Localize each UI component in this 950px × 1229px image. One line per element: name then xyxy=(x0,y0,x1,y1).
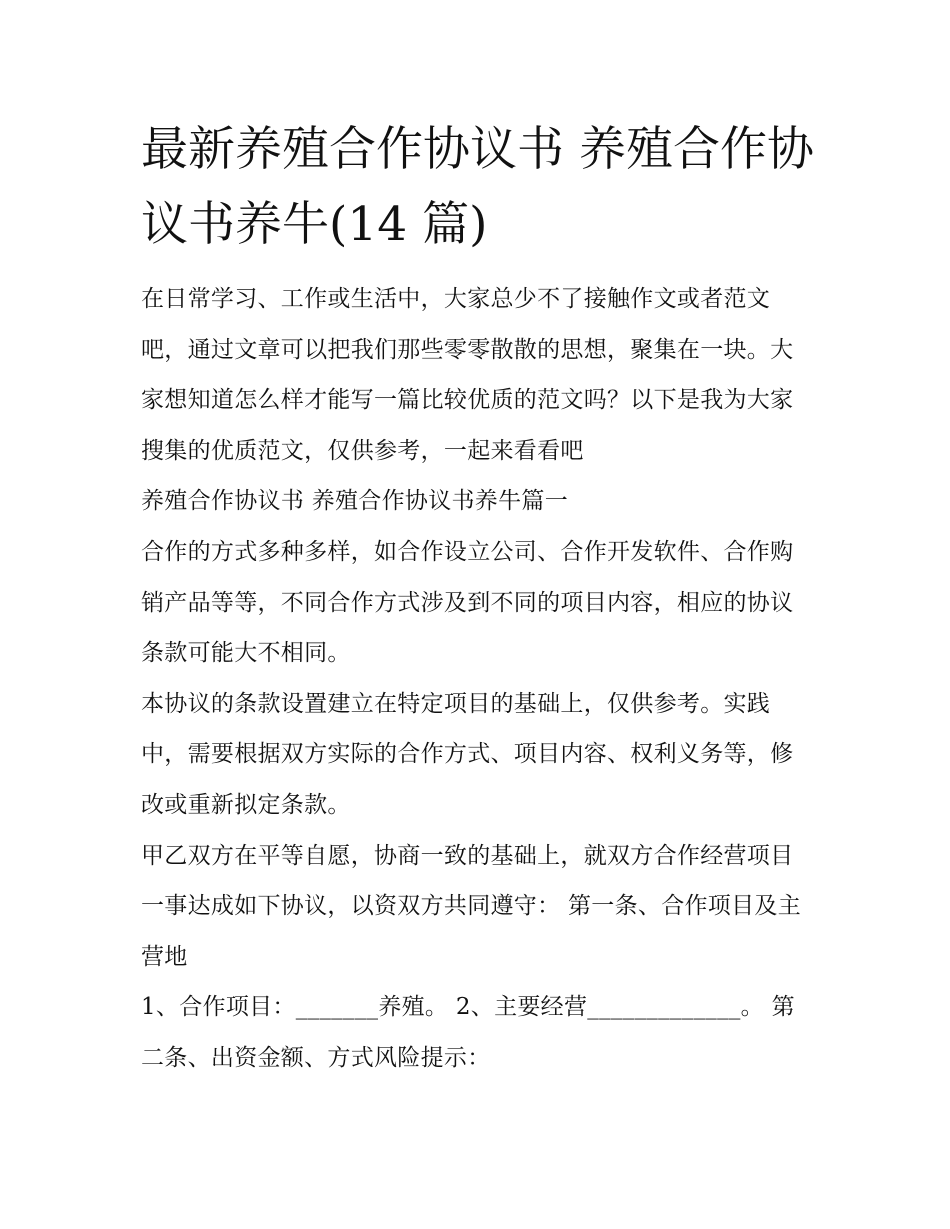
body-paragraph: 甲乙双方在平等自愿，协商一致的基础上，就双方合作经营项目一事达成如下协议，以资双方共同遵守： 第一条、合作项目及主营地 xyxy=(141,842,802,970)
section-heading: 养殖合作协议书 养殖合作协议书养牛篇一 xyxy=(141,488,569,515)
body-paragraph: 本协议的条款设置建立在特定项目的基础上，仅供参考。实践中，需要根据双方实际的合作方式、项目内容、权利义务等，修改或重新拟定条款。 xyxy=(141,690,794,818)
document-page xyxy=(141,112,816,1084)
document-title: 最新养殖合作协议书 养殖合作协议书养牛(14 篇) xyxy=(141,122,814,252)
clause-paragraph: 1、合作项目：_______养殖。 2、主要经营_____________。 第二条、出资金额、方式风险提示： xyxy=(141,994,795,1071)
intro-paragraph: 在日常学习、工作或生活中，大家总少不了接触作文或者范文吧，通过文章可以把我们那些零零散散的思想，聚集在一块。大家想知道怎么样才能写一篇比较优质的范文吗？以下是我为大家搜集的优质范文，仅供参考，一起来看看吧 xyxy=(141,286,794,464)
body-paragraph: 合作的方式多种多样，如合作设立公司、合作开发软件、合作购销产品等等，不同合作方式涉及到不同的项目内容，相应的协议条款可能大不相同。 xyxy=(141,538,794,667)
